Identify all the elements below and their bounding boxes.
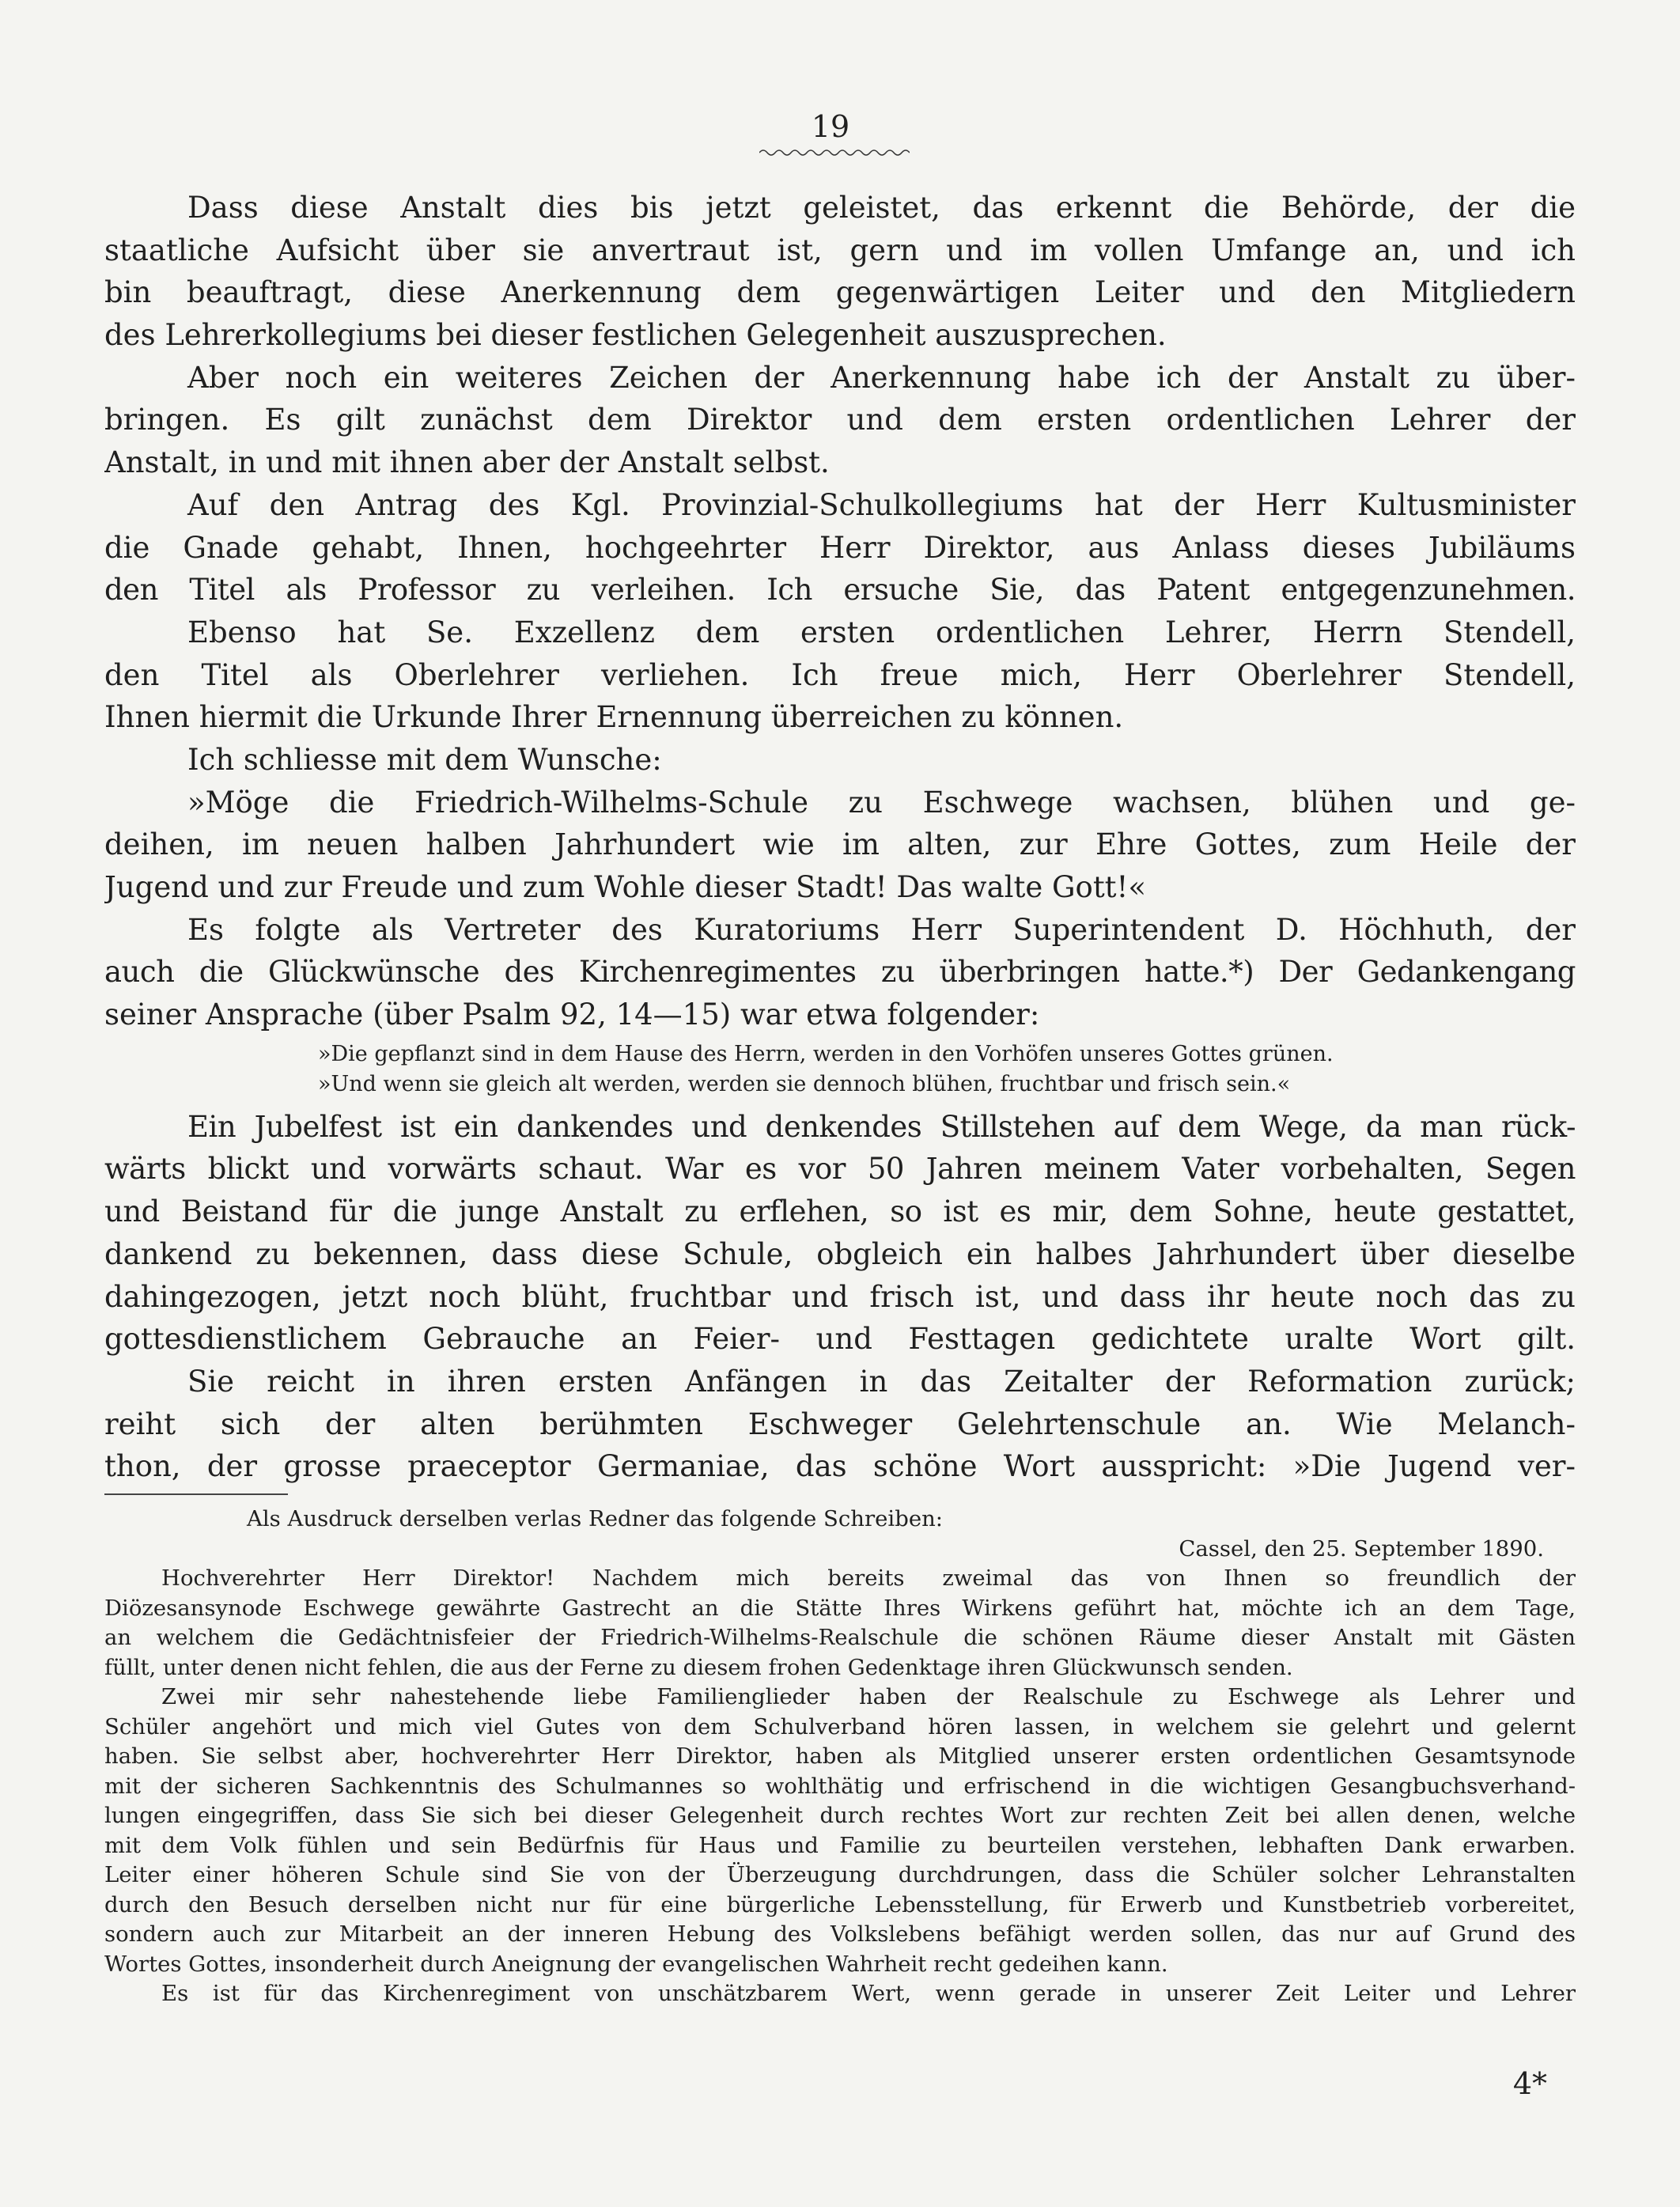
main-text <box>104 187 1576 1488</box>
text-line: Ihnen hiermit die Urkunde Ihrer Ernennung überreichen zu können. <box>104 700 1124 735</box>
text-line: Sie reicht in ihren ersten Anfängen in das Zeitalter der Reformation zurück; <box>187 1364 1576 1399</box>
text-line: des Lehrerkollegiums bei dieser festlichen Gelegenheit auszusprechen. <box>104 318 1167 353</box>
text-line: auch die Glückwünsche des Kirchenregimentes zu überbringen hatte.*) Der Gedankengang <box>104 955 1576 990</box>
text-line: staatliche Aufsicht über sie anvertraut ist, gern und im vollen Umfange an, und ich <box>104 233 1576 267</box>
text-line: bringen. Es gilt zunächst dem Direktor und dem ersten ordentlichen Lehrer der <box>104 403 1576 437</box>
text-line: die Gnade gehabt, Ihnen, hochgeehrter Herr Direktor, aus Anlass dieses Jubiläums <box>104 530 1576 565</box>
text-line: seiner Ansprache (über Psalm 92, 14—15) war etwa folgender: <box>104 998 1040 1032</box>
ornament-rule <box>759 147 910 158</box>
text-line: »Möge die Friedrich-Wilhelms-Schule zu Eschwege wachsen, blühen und ge- <box>187 785 1576 820</box>
text-line: dankend zu bekennen, dass diese Schule, obgleich ein halbes Jahrhundert über dieselbe <box>104 1236 1576 1271</box>
text-line: Dass diese Anstalt dies bis jetzt geleistet, das erkennt die Behörde, der die <box>187 191 1576 225</box>
text-line: Anstalt, in und mit ihnen aber der Anstalt selbst. <box>104 445 830 480</box>
text-line: den Titel als Professor zu verleihen. Ich ersuche Sie, das Patent entgegenzunehmen. <box>104 573 1576 608</box>
page-number: 19 <box>811 109 850 144</box>
text-line: bin beauftragt, diese Anerkennung dem gegenwärtigen Leiter und den Mitgliedern <box>104 275 1576 310</box>
footnote-line: Schüler angehört und mich viel Gutes von dem Schulverband hören lassen, in welchem sie gelehrt und gelernt <box>104 1713 1576 1739</box>
footnote-line: an welchem die Gedächtnisfeier der Friedrich-Wilhelms-Realschule die schönen Räume dieser Anstalt mit Gästen <box>104 1625 1576 1650</box>
text-line: Ebenso hat Se. Exzellenz dem ersten ordentlichen Lehrer, Herrn Stendell, <box>187 615 1576 649</box>
footnote-line: Diözesansynode Eschwege gewährte Gastrecht an die Stätte Ihres Wirkens geführt hat, möchte ich an dem Tage, <box>104 1595 1576 1621</box>
footnote-divider <box>104 1493 288 1495</box>
text-line: Aber noch ein weiteres Zeichen der Anerkennung habe ich der Anstalt zu über- <box>187 360 1576 395</box>
footnote-line: Wortes Gottes, insonderheit durch Aneignung der evangelischen Wahrheit recht gedeihen kann. <box>104 1951 1168 1977</box>
quote-line: »Und wenn sie gleich alt werden, werden sie dennoch blühen, fruchtbar und frisch sein.« <box>318 1071 1291 1096</box>
footnote-line: Zwei mir sehr nahestehende liebe Familienglieder haben der Realschule zu Eschwege als Lehrer und <box>161 1684 1576 1709</box>
footnote-line: mit der sicheren Sachkenntnis des Schulmannes so wohlthätig und erfrischend in die wichtigen Gesangbuchsverhand- <box>104 1773 1576 1799</box>
footnote-line: Es ist für das Kirchenregiment von unschätzbarem Wert, wenn gerade in unserer Zeit Leiter und Lehrer <box>161 1981 1576 2006</box>
footnote-intro: Als Ausdruck derselben verlas Redner das folgende Schreiben: <box>247 1506 944 1531</box>
text-line: Jugend und zur Freude und zum Wohle dieser Stadt! Das walte Gott!« <box>104 870 1147 904</box>
text-line: dahingezogen, jetzt noch blüht, fruchtbar und frisch ist, und dass ihr heute noch das zu <box>104 1279 1576 1314</box>
text-line: den Titel als Oberlehrer verliehen. Ich freue mich, Herr Oberlehrer Stendell, <box>104 657 1576 692</box>
quote-line: »Die gepflanzt sind in dem Hause des Herrn, werden in den Vorhöfen unseres Gottes grünen. <box>318 1041 1334 1066</box>
footnote-line: mit dem Volk fühlen und sein Bedürfnis für Haus und Familie zu beurteilen verstehen, lebhaften Dank erwarben. <box>104 1832 1576 1858</box>
footnote-line: haben. Sie selbst aber, hochverehrter Herr Direktor, haben als Mitglied unserer ersten ordentlichen Gesamtsynode <box>104 1743 1576 1769</box>
text-line: Ich schliesse mit dem Wunsche: <box>187 742 662 777</box>
text-line: reiht sich der alten berühmten Eschweger Gelehrtenschule an. Wie Melanch- <box>104 1406 1576 1441</box>
text-line: Auf den Antrag des Kgl. Provinzial-Schulkollegiums hat der Herr Kultusminister <box>187 487 1576 522</box>
footnote-line: sondern auch zur Mitarbeit an der inneren Hebung des Volkslebens befähigt werden sollen, das nur auf Grund des <box>104 1921 1576 1947</box>
footnote-line: lungen eingegriffen, dass Sie sich bei dieser Gelegenheit durch rechtes Wort zur rechten Zeit bei allen denen, welche <box>104 1803 1576 1828</box>
text-line: thon, der grosse praeceptor Germaniae, das schöne Wort ausspricht: »Die Jugend ver- <box>104 1449 1576 1484</box>
text-line: gottesdienstlichem Gebrauche an Feier- und Festtagen gedichtete uralte Wort gilt. <box>104 1322 1576 1357</box>
footnote-dateline: Cassel, den 25. September 1890. <box>1179 1535 1544 1562</box>
text-line: und Beistand für die junge Anstalt zu erflehen, so ist es mir, dem Sohne, heute gestattet, <box>104 1194 1576 1229</box>
signature-mark: 4* <box>1512 2066 1547 2101</box>
footnote-line: durch den Besuch derselben nicht nur für eine bürgerliche Lebensstellung, für Erwerb und Kunstbetrieb vorbereitet, <box>104 1891 1576 1917</box>
footnote-line: füllt, unter denen nicht fehlen, die aus der Ferne zu diesem frohen Gedenktage ihren Glückwunsch senden. <box>104 1654 1293 1680</box>
text-line: Es folgte als Vertreter des Kuratoriums Herr Superintendent D. Höchhuth, der <box>187 912 1576 947</box>
psalm-quote <box>104 1039 1576 1100</box>
footnote-line: Hochverehrter Herr Direktor! Nachdem mich bereits zweimal das von Ihnen so freundlich der <box>161 1565 1576 1591</box>
footnote-line: Leiter einer höheren Schule sind Sie von der Überzeugung durchdrungen, dass die Schüler solcher Lehranstalten <box>104 1862 1576 1887</box>
text-line: Ein Jubelfest ist ein dankendes und denkendes Stillstehen auf dem Wege, da man rück- <box>187 1109 1576 1144</box>
footnote <box>104 1505 1576 2009</box>
text-line: deihen, im neuen halben Jahrhundert wie im alten, zur Ehre Gottes, zum Heile der <box>104 827 1576 862</box>
text-line: wärts blickt und vorwärts schaut. War es vor 50 Jahren meinem Vater vorbehalten, Segen <box>104 1152 1576 1187</box>
